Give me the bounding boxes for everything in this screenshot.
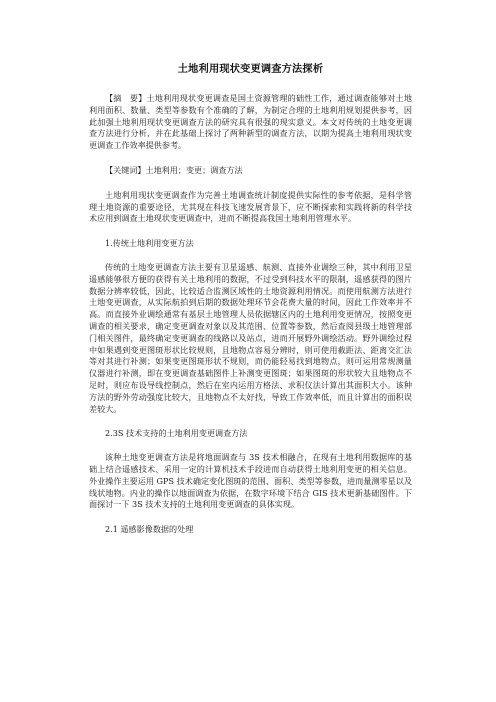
section-1-heading: 1.传统土地利用变更方法 bbox=[105, 238, 194, 249]
intro-paragraph: 土地利用现状变更调查作为完善土地调查统计制度提供实际性的参考依据，是科学管理土地资源的重要途径，尤其现在科技飞速发展背景下，应不断探索和实践将新的科学技术应用到调查土地现状变更调查中，进而不断提高我国土地利用管理水平。 bbox=[89, 189, 412, 224]
spacer bbox=[89, 177, 412, 190]
spacer bbox=[89, 440, 412, 452]
spacer bbox=[89, 152, 412, 165]
spacer bbox=[89, 225, 412, 238]
document-title: 土地利用现状变更调查方法探析 bbox=[177, 64, 324, 75]
section-2-heading: 2.3S 技术支持的土地利用变更调查方法 bbox=[105, 428, 248, 439]
spacer bbox=[89, 511, 412, 524]
document-page bbox=[89, 60, 412, 536]
spacer bbox=[89, 415, 412, 428]
spacer bbox=[89, 250, 412, 262]
section-1-body: 传统的土地变更调查方法主要有卫星遥感、航测、直接外业调绘三种，其中利用卫星遥感能够很方便的获得有关土地利用的数据，不过受到科技水平的限制，遥感获得的图片数据分辨率较低，因此，比较适合监测区域性的土地资源利用情况。而使用航测方法进行土地变更调查，从实际航拍到后期的数据处理环节会花费大量的时间，因此工作效率并不高。而直接外业调绘通常有基层土地管理人员依据辖区内的土地利用变更情况，按照变更调查的相关要求，确定变更调查对象以及其范围、位置等参数，然后查阅县级土地管理部门相关图件，最终确定变更调查的线路以及站点，进而开展野外调绘活动。野外调绘过程中如果遇到变更图斑形状比较规则，且地物点容易分辨时，则可使用截距法、距离交汇法等对其进行补测；如果变更图斑形状不规则，而仍能轻易找到地物点，则可运用常规测量仪器进行补测，即在变更调查基础图件上补测变更图斑；如果图斑的形状较大且地物点不足时，则应布设导线控制点，然后在室内运用方格法、求积仪法计算出其面积大小。该种方法的野外劳动强度比较大，且地物点不太好找，导致工作效率低，而且计算出的面积误差较大。 bbox=[89, 261, 412, 414]
keywords-paragraph: 【关键词】土地利用；变更；调查方法 bbox=[105, 164, 243, 175]
section-2-body: 该种土地变更调查方法是将地面调查与 3S 技术相融合，在现有土地利用数据库的基础上结合遥感技术、采用一定的计算机技术手段进而自动获得土地利用变更的相关信息。外业操作主要运用 GPS 技术确定变化图斑的范围、面积、类型等参数，进而量测零星以及线状地物。内业的操作以地面调查为依据，在数字环境下结合 GIS 技术更新基础图件。下面探讨一下 3S 技术支持的土地利用变更调查的具体实现。 bbox=[89, 452, 412, 510]
section-2-1-heading: 2.1 遥感影像数据的处理 bbox=[105, 524, 194, 535]
abstract-paragraph: 【摘 要】土地利用现状变更调查是国土资源管理的础性工作，通过调查能够对土地利用面积、数量、类型等参数有个准确的了解，为制定合理的土地利用规划提供参考，因此加强土地利用现状变更调查方法的研究具有很强的现实意义。本文对传统的土地变更调查方法进行分析，并在此基础上探讨了两种新型的调查方法，以期为提高土地利用现状变更调查工作效率提供参考。 bbox=[89, 93, 412, 151]
